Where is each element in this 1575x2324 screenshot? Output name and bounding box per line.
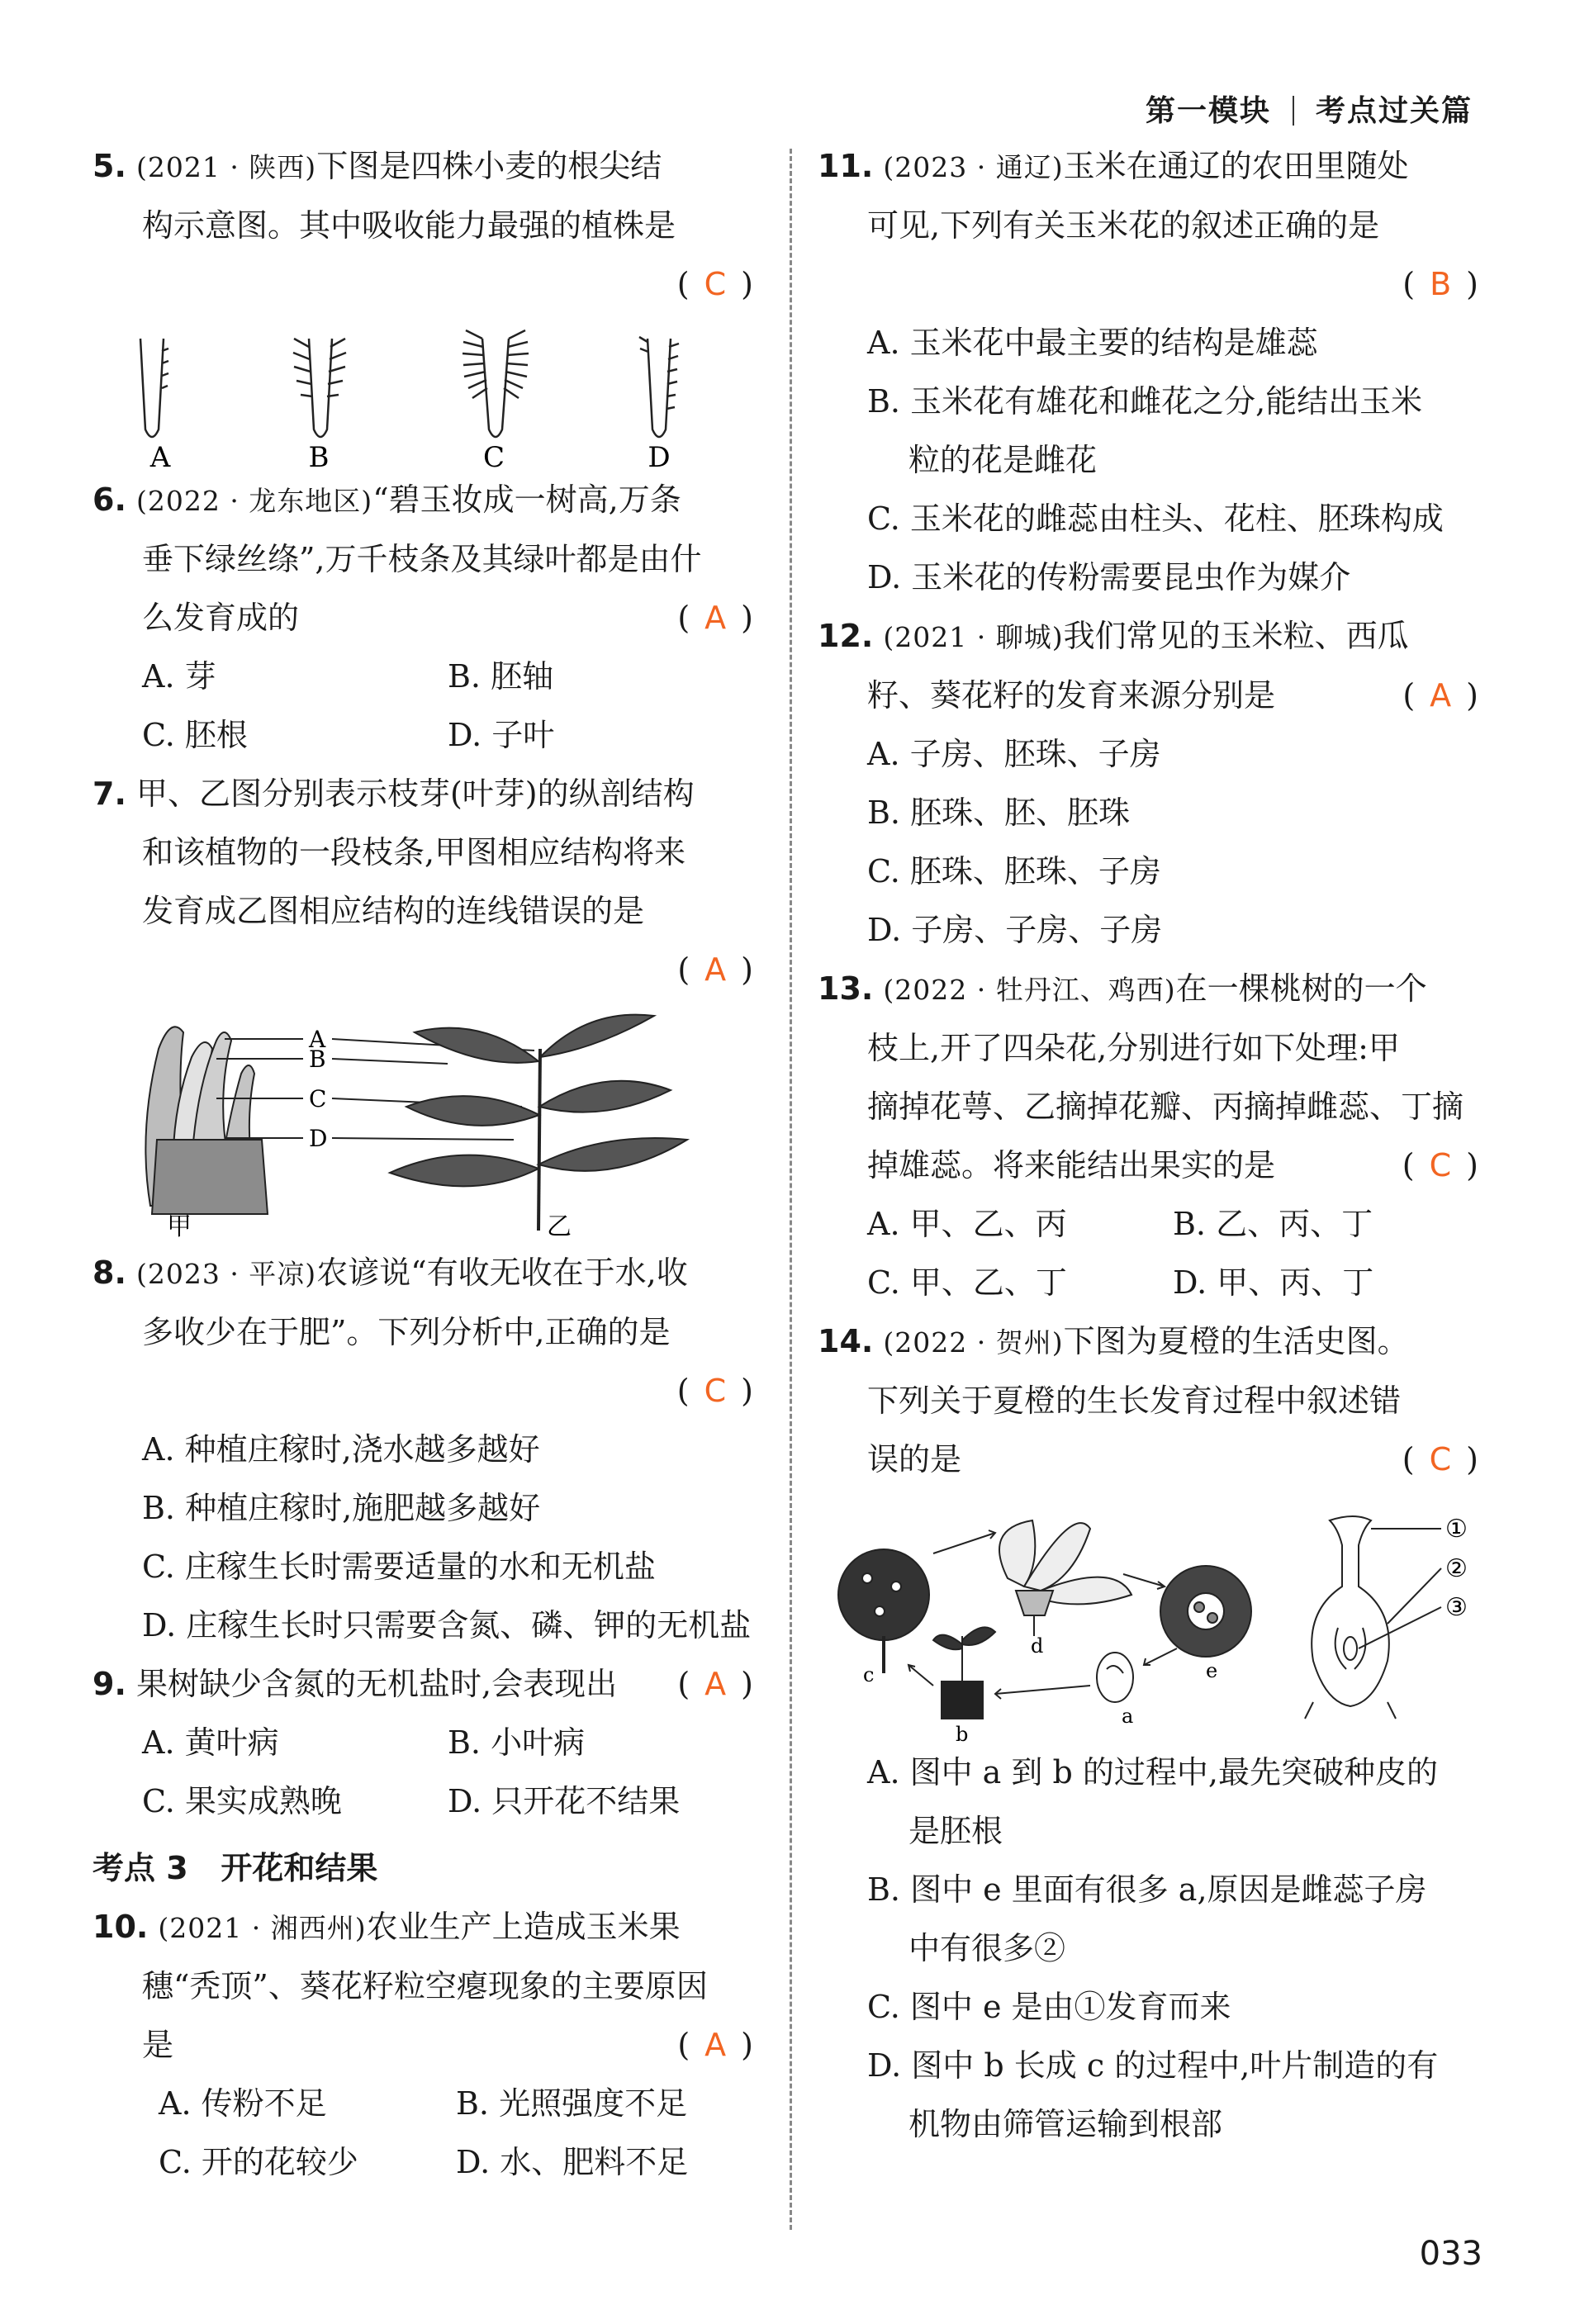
q5-text-1: 下图是四株小麦的根尖结 <box>316 148 662 184</box>
stage-c: c <box>863 1663 875 1686</box>
q10-number: 10 <box>93 1909 136 1945</box>
fig-name-yi: 乙 <box>547 1212 572 1239</box>
q9-options-row-2 <box>93 1772 753 1831</box>
pistil-label-1: ① <box>1445 1515 1468 1544</box>
q14-text-1: 下图为夏橙的生活史图。 <box>1063 1323 1409 1359</box>
q9-answer-value: A <box>704 1666 727 1702</box>
q9-option-b: B. 小叶病 <box>448 1724 586 1761</box>
q10-text-2: 穗“秃顶”、葵花籽粒空瘪现象的主要原因 <box>142 1968 708 2004</box>
q13-option-c: C. 甲、乙、丁 <box>867 1264 1067 1301</box>
q10-option-c: C. 开的花较少 <box>159 2144 358 2180</box>
q6-text-2: 垂下绿丝绦”,万千枝条及其绿叶都是由什 <box>142 541 702 577</box>
stage-a: a <box>1122 1705 1134 1728</box>
question-13: 13. (2022 · 牡丹江、鸡西)在一棵桃树的一个 枝上,开了四朵花,分别进行如下处理:甲 摘掉花萼、乙摘掉花瓣、丙摘掉雌蕊、丁摘 掉雄蕊。将来能结出果实的是 ( C ) A. 甲、乙、丙 B. 乙、丙、丁 C. 甲、乙、丁 D. 甲、丙、丁 <box>818 960 1478 1312</box>
q6-answer-value: A <box>704 600 727 636</box>
bud-label-c: C <box>309 1085 327 1112</box>
bud-label-d: D <box>309 1125 328 1152</box>
q12-number: 12 <box>818 618 861 654</box>
q12-text-2: 籽、葵花籽的发育来源分别是 <box>867 677 1276 714</box>
question-5: 5. (2021 · 陕西)下图是四株小麦的根尖结 构示意图。其中吸收能力最强的植株是 ( C ) A B C D <box>93 137 753 471</box>
question-12: 12. (2021 · 聊城)我们常见的玉米粒、西瓜 籽、葵花籽的发育来源分别是 ( A ) A. 子房、胚珠、子房 B. 胚珠、胚、胚珠 C. 胚珠、胚珠、子房 D. 子房、子房、子房 <box>818 607 1478 960</box>
q10-text-1: 农业生产上造成玉米果 <box>366 1909 681 1945</box>
q8-option-c: C. 庄稼生长时需要适量的水和无机盐 <box>142 1549 656 1585</box>
q6-option-a: A. 芽 <box>142 658 216 695</box>
q8-answer-value: C <box>704 1373 727 1409</box>
header-part: 考点过关篇 <box>1315 94 1473 128</box>
question-6: 6. (2022 · 龙东地区)“碧玉妆成一树高,万条 垂下绿丝绦”,万千枝条及其绿叶都是由什 么发育成的 ( A ) A. 芽 B. 胚轴 C. 胚根 D. 子叶 <box>93 471 753 765</box>
q14-option-b: B. 图中 e 里面有很多 a,原因是雌蕊子房 <box>867 1871 1427 1908</box>
flower-d <box>999 1520 1131 1636</box>
q14-orange-lifecycle-figure <box>818 1496 1478 1743</box>
q10-option-b: B. 光照强度不足 <box>456 2085 688 2122</box>
q14-number: 14 <box>818 1323 861 1359</box>
q14-option-a-cont: 是胚根 <box>908 1813 1003 1849</box>
right-column <box>818 137 1478 2154</box>
stage-e: e <box>1206 1659 1218 1682</box>
stage-d: d <box>1031 1634 1044 1658</box>
q12-source: (2021 · 聊城) <box>883 621 1064 653</box>
q5-text-2: 构示意图。其中吸收能力最强的植株是 <box>142 207 676 244</box>
q11-option-a: A. 玉米花中最主要的结构是雄蕊 <box>867 325 1318 361</box>
q14-option-a: A. 图中 a 到 b 的过程中,最先突破种皮的 <box>867 1754 1438 1790</box>
q9-number: 9 <box>93 1666 115 1702</box>
q6-source: (2022 · 龙东地区) <box>135 485 373 517</box>
root-b <box>309 339 332 437</box>
tree-c <box>838 1549 929 1673</box>
q14-answer-value: C <box>1429 1441 1452 1477</box>
q8-source: (2023 · 平凉) <box>135 1258 317 1290</box>
q8-option-a: A. 种植庄稼时,浇水越多越好 <box>142 1431 540 1468</box>
q11-number: 11 <box>818 148 861 184</box>
q8-number: 8 <box>93 1254 115 1291</box>
page-number: 033 <box>1419 2235 1482 2273</box>
q9-answer: ( A ) <box>677 1666 753 1702</box>
q5-answer: ( C ) <box>676 266 753 302</box>
left-column <box>93 137 753 2192</box>
q14-option-d: D. 图中 b 长成 c 的过程中,叶片制造的有 <box>867 2047 1439 2084</box>
section-label: 考点 3 <box>93 1850 188 1886</box>
q13-option-a: A. 甲、乙、丙 <box>867 1206 1067 1242</box>
q8-text-2: 多收少在于肥”。下列分析中,正确的是 <box>142 1314 671 1350</box>
q9-option-c: C. 果实成熟晚 <box>142 1783 342 1819</box>
question-10: 10. (2021 · 湘西州)农业生产上造成玉米果 穗“秃顶”、葵花籽粒空瘪现象的主要原因 是 ( A ) A. 传粉不足 B. 光照强度不足 C. 开的花较少 D. 水、肥料不足 <box>93 1898 753 2192</box>
q12-option-b: B. 胚珠、胚、胚珠 <box>867 794 1131 831</box>
q5-source: (2021 · 陕西) <box>135 151 317 183</box>
section-heading <box>93 1839 753 1898</box>
q13-answer-value: C <box>1429 1147 1452 1183</box>
q10-options-row-1 <box>93 2075 753 2133</box>
q12-option-c: C. 胚珠、胚珠、子房 <box>867 853 1161 889</box>
q6-text-3: 么发育成的 <box>142 600 300 636</box>
q8-option-d: D. 庄稼生长时只需要含氮、磷、钾的无机盐 <box>142 1607 752 1643</box>
q7-emphasis <box>519 893 581 929</box>
q9-text-1: 果树缺少含氮的无机盐时,会表现出 <box>135 1666 618 1702</box>
q10-option-d: D. 水、肥料不足 <box>456 2144 689 2180</box>
question-11: 11. (2023 · 通辽)玉米在通辽的农田里随处 可见,下列有关玉米花的叙述正确的是 ( B ) A. 玉米花中最主要的结构是雄蕊 B. 玉米花有雄花和雌花之分,能结出玉米 粒的花是雌花 C. 玉米花的雌蕊由柱头、花柱、胚珠构成 D. 玉米花的传粉需要昆虫作为媒介 <box>818 137 1478 607</box>
q11-option-b-cont: 粒的花是雌花 <box>908 442 1098 478</box>
fig-name-jia: 甲 <box>167 1212 192 1239</box>
stage-b: b <box>956 1723 969 1743</box>
q10-option-a: A. 传粉不足 <box>159 2085 327 2122</box>
root-a <box>140 339 164 437</box>
question-7: 7. 甲、乙图分别表示枝芽(叶芽)的纵剖结构 和该植物的一段枝条,甲图相应结构将来 发育成乙图相应结构的连线错误的是 ( A ) A B C D 甲 乙 <box>93 765 753 1239</box>
q13-options-row-1 <box>818 1195 1478 1254</box>
q12-text-1: 我们常见的玉米粒、西瓜 <box>1063 618 1409 654</box>
column-divider <box>790 149 792 2230</box>
q11-answer-value: B <box>1430 266 1452 302</box>
label-c: C <box>482 441 505 471</box>
seed-a <box>1097 1653 1133 1702</box>
q13-text-4: 掉雄蕊。将来能结出果实的是 <box>867 1147 1276 1183</box>
q5-number: 5 <box>93 148 115 184</box>
q11-answer: ( B ) <box>1402 266 1478 302</box>
q12-answer: ( A ) <box>1402 677 1478 714</box>
q10-text-3: 是 <box>142 2027 174 2063</box>
header-separator <box>1293 96 1294 126</box>
q13-text-2: 枝上,开了四朵花,分别进行如下处理:甲 <box>867 1030 1400 1066</box>
q14-option-d-cont: 机物由筛管运输到根部 <box>908 2106 1223 2142</box>
q6-options-row-2 <box>93 706 753 765</box>
q13-text-3: 摘掉花萼、乙摘掉花瓣、丙摘掉雌蕊、丁摘 <box>867 1088 1464 1125</box>
q7-answer-value: A <box>704 951 727 988</box>
q11-source: (2023 · 通辽) <box>883 151 1064 183</box>
q12-option-a: A. 子房、胚珠、子房 <box>867 736 1161 772</box>
q13-source: (2022 · 牡丹江、鸡西) <box>883 974 1176 1006</box>
q14-source: (2022 · 贺州) <box>883 1326 1064 1359</box>
q13-text-1: 在一棵桃树的一个 <box>1175 970 1427 1007</box>
q11-option-b: B. 玉米花有雄花和雌花之分,能结出玉米 <box>867 383 1423 420</box>
seedling-b <box>933 1627 995 1719</box>
running-header <box>1146 88 1473 130</box>
q10-source: (2021 · 湘西州) <box>158 1912 367 1944</box>
q12-answer-value: A <box>1430 677 1452 714</box>
q13-answer: ( C ) <box>1402 1147 1478 1183</box>
q7-emphasis-text: 错误 <box>519 893 582 929</box>
bud-label-a: A <box>309 1026 326 1053</box>
q11-text-1: 玉米在通辽的农田里随处 <box>1063 148 1409 184</box>
q7-answer: ( A ) <box>677 951 753 988</box>
pistil <box>1305 1516 1396 1719</box>
q6-text-1: “碧玉妆成一树高,万条 <box>372 481 681 518</box>
label-d: D <box>648 441 671 471</box>
q11-option-d: D. 玉米花的传粉需要昆虫作为媒介 <box>867 559 1351 595</box>
q10-answer: ( A ) <box>677 2027 753 2063</box>
pistil-label-2: ② <box>1445 1554 1468 1583</box>
question-9: 9. 果树缺少含氮的无机盐时,会表现出 ( A ) A. 黄叶病 B. 小叶病 C. 果实成熟晚 D. 只开花不结果 <box>93 1655 753 1831</box>
q13-number: 13 <box>818 970 861 1007</box>
q14-text-3: 误的是 <box>867 1441 962 1477</box>
q13-option-d: D. 甲、丙、丁 <box>1173 1264 1374 1301</box>
bud-section <box>145 1027 268 1214</box>
q6-number: 6 <box>93 481 115 518</box>
q8-text-1: 农谚说“有收无收在于水,收 <box>316 1254 688 1291</box>
bud-label-b: B <box>309 1046 326 1073</box>
fruit-e <box>1160 1566 1251 1657</box>
q14-option-b-cont: 中有很多② <box>908 1930 1066 1966</box>
question-14: 14. (2022 · 贺州)下图为夏橙的生活史图。 下列关于夏橙的生长发育过程中叙述错 误的是 ( C ) c d e a b ① ② ③ A. 图中 a 到 b 的过程中,最先突破种皮的 是胚根 B. 图中 e 里面有很多 a,原因是雌蕊子房 中有很多② C. 图中 e 是由①发育而来 D. 图中 b 长成 c 的过程中,叶片制造的有 机物由筛管运输到根部 <box>818 1312 1478 2154</box>
q13-options-row-2 <box>818 1254 1478 1312</box>
q5-answer-value: C <box>704 266 727 302</box>
q6-options-row-1 <box>93 647 753 706</box>
q14-text-2: 下列关于夏橙的生长发育过程中叙述错 <box>867 1383 1402 1419</box>
q6-option-c: C. 胚根 <box>142 717 248 753</box>
q9-options-row-1 <box>93 1714 753 1772</box>
label-b: B <box>308 441 330 471</box>
q13-option-b: B. 乙、丙、丁 <box>1173 1206 1373 1242</box>
label-a: A <box>149 441 171 471</box>
q9-option-a: A. 黄叶病 <box>142 1724 279 1761</box>
q9-option-d: D. 只开花不结果 <box>448 1783 681 1819</box>
branch <box>390 1015 687 1231</box>
q14-answer: ( C ) <box>1402 1441 1478 1477</box>
q8-answer: ( C ) <box>676 1373 753 1409</box>
q7-text-3a: 发育成乙图相应结构的连线 <box>142 893 519 929</box>
q7-bud-branch-figure <box>93 999 753 1239</box>
section-title: 开花和结果 <box>221 1850 378 1886</box>
question-8: 8. (2023 · 平凉)农谚说“有收无收在于水,收 多收少在于肥”。下列分析中,正确的是 ( C ) A. 种植庄稼时,浇水越多越好 B. 种植庄稼时,施肥越多越好 C. 庄稼生长时需要适量的水和无机盐 D. 庄稼生长时只需要含氮、磷、钾的无机盐 <box>93 1244 753 1655</box>
q14-option-c: C. 图中 e 是由①发育而来 <box>867 1989 1231 2025</box>
q7-text-2: 和该植物的一段枝条,甲图相应结构将来 <box>142 834 686 870</box>
q6-option-b: B. 胚轴 <box>448 658 554 695</box>
header-module: 第一模块 <box>1145 94 1271 128</box>
q6-answer: ( A ) <box>677 600 753 636</box>
q11-option-c: C. 玉米花的雌蕊由柱头、花柱、胚珠构成 <box>867 500 1444 537</box>
q7-number: 7 <box>93 775 115 812</box>
q7-text-3c: 的是 <box>581 893 645 929</box>
q10-options-row-2 <box>93 2133 753 2192</box>
pistil-label-3: ③ <box>1445 1593 1468 1622</box>
q6-option-d: D. 子叶 <box>448 717 555 753</box>
q10-answer-value: A <box>704 2027 727 2063</box>
q11-text-2: 可见,下列有关玉米花的叙述正确的是 <box>867 207 1380 244</box>
q12-option-d: D. 子房、子房、子房 <box>867 912 1163 948</box>
q8-option-b: B. 种植庄稼时,施肥越多越好 <box>142 1490 541 1526</box>
q7-text-1: 甲、乙图分别表示枝芽(叶芽)的纵剖结构 <box>135 775 695 812</box>
root-d <box>648 339 671 437</box>
q5-root-tip-figure <box>93 314 753 471</box>
